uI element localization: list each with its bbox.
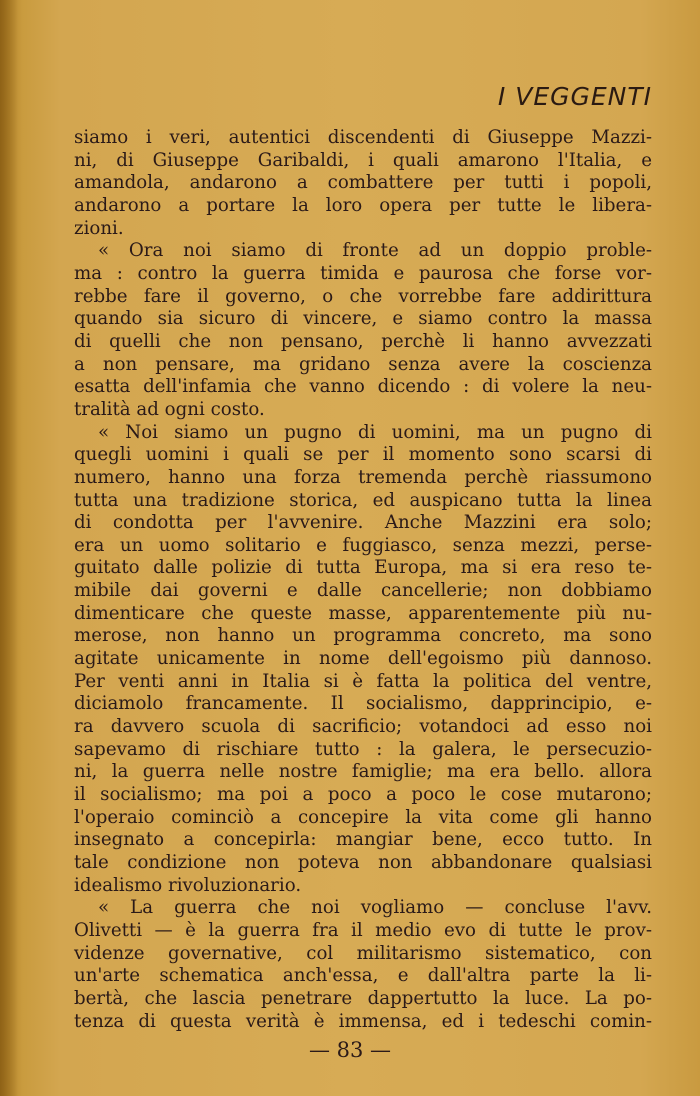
text-line: « La guerra che noi vogliamo — concluse l'avv. xyxy=(98,897,652,919)
text-line: tutta una tradizione storica, ed auspicano tutta la linea xyxy=(74,489,652,511)
text-line: merose, non hanno un programma concreto, ma sono xyxy=(74,625,652,647)
text-line: esatta dell'infamia che vanno dicendo : di volere la neu- xyxy=(74,376,652,398)
text-line: bertà, che lascia penetrare dappertutto la luce. La po- xyxy=(74,987,652,1009)
text-line: zioni. xyxy=(74,217,124,239)
text-line: tralità ad ogni costo. xyxy=(74,398,265,420)
text-line: Olivetti — è la guerra fra il medio evo di tutte le prov- xyxy=(74,919,652,941)
text-line: Per venti anni in Italia si è fatta la politica del ventre, xyxy=(74,670,652,692)
text-line: insegnato a concepirla: mangiar bene, ecco tutto. In xyxy=(74,829,652,851)
page-number: — 83 — xyxy=(308,1038,392,1062)
text-line: di quelli che non pensano, perchè li hanno avvezzati xyxy=(74,330,652,352)
text-line: sapevamo di rischiare tutto : la galera, le persecuzio- xyxy=(74,738,652,760)
text-line: a non pensare, ma gridano senza avere la coscienza xyxy=(74,353,652,375)
text-line: l'operaio cominciò a concepire la vita come gli hanno xyxy=(74,806,652,828)
text-line: amandola, andarono a combattere per tutti i popoli, xyxy=(74,172,652,194)
text-line: idealismo rivoluzionario. xyxy=(74,874,302,896)
text-line: tenza di questa verità è immensa, ed i tedeschi comin- xyxy=(74,1010,652,1032)
gutter-shadow xyxy=(0,0,18,1096)
text-line: di condotta per l'avvenire. Anche Mazzini era solo; xyxy=(74,512,652,534)
text-line: « Ora noi siamo di fronte ad un doppio proble- xyxy=(98,240,652,262)
text-line: numero, hanno una forza tremenda perchè riassumono xyxy=(74,466,652,488)
text-line: ni, di Giuseppe Garibaldi, i quali amarono l'Italia, e xyxy=(74,149,652,171)
text-line: era un uomo solitario e fuggiasco, senza mezzi, perse- xyxy=(74,534,652,556)
text-line: il socialismo; ma poi a poco a poco le cose mutarono; xyxy=(74,784,652,806)
text-line: ra davvero scuola di sacrificio; votandoci ad esso noi xyxy=(74,716,652,738)
text-line: agitate unicamente in nome dell'egoismo più dannoso. xyxy=(74,648,652,670)
text-line: siamo i veri, autentici discendenti di Giuseppe Mazzi- xyxy=(74,127,652,148)
text-line: « Noi siamo un pugno di uomini, ma un pugno di xyxy=(98,421,652,443)
text-line: quegli uomini i quali se per il momento sono scarsi di xyxy=(74,444,652,466)
text-line: diciamolo francamente. Il socialismo, dapprincipio, e- xyxy=(74,693,652,715)
body-text xyxy=(74,127,652,1033)
running-head: I VEGGENTI xyxy=(497,82,652,111)
text-line: dimenticare che queste masse, apparentemente più nu- xyxy=(74,602,652,624)
text-line: ma : contro la guerra timida e paurosa che forse vor- xyxy=(74,262,652,284)
text-line: videnze governative, col militarismo sistematico, con xyxy=(74,942,652,964)
text-line: andarono a portare la loro opera per tutte le libera- xyxy=(74,194,652,216)
text-line: un'arte schematica anch'essa, e dall'altra parte la li- xyxy=(74,965,652,987)
text-line: quando sia sicuro di vincere, e siamo contro la massa xyxy=(74,308,652,330)
text-line: guitato dalle polizie di tutta Europa, ma si era reso te- xyxy=(74,557,652,579)
text-line: rebbe fare il governo, o che vorrebbe fare addirittura xyxy=(74,285,652,307)
text-line: tale condizione non poteva non abbandonare qualsiasi xyxy=(74,852,652,873)
text-line: ni, la guerra nelle nostre famiglie; ma era bello. allora xyxy=(74,761,652,783)
text-line: mibile dai governi e dalle cancellerie; non dobbiamo xyxy=(74,580,652,602)
